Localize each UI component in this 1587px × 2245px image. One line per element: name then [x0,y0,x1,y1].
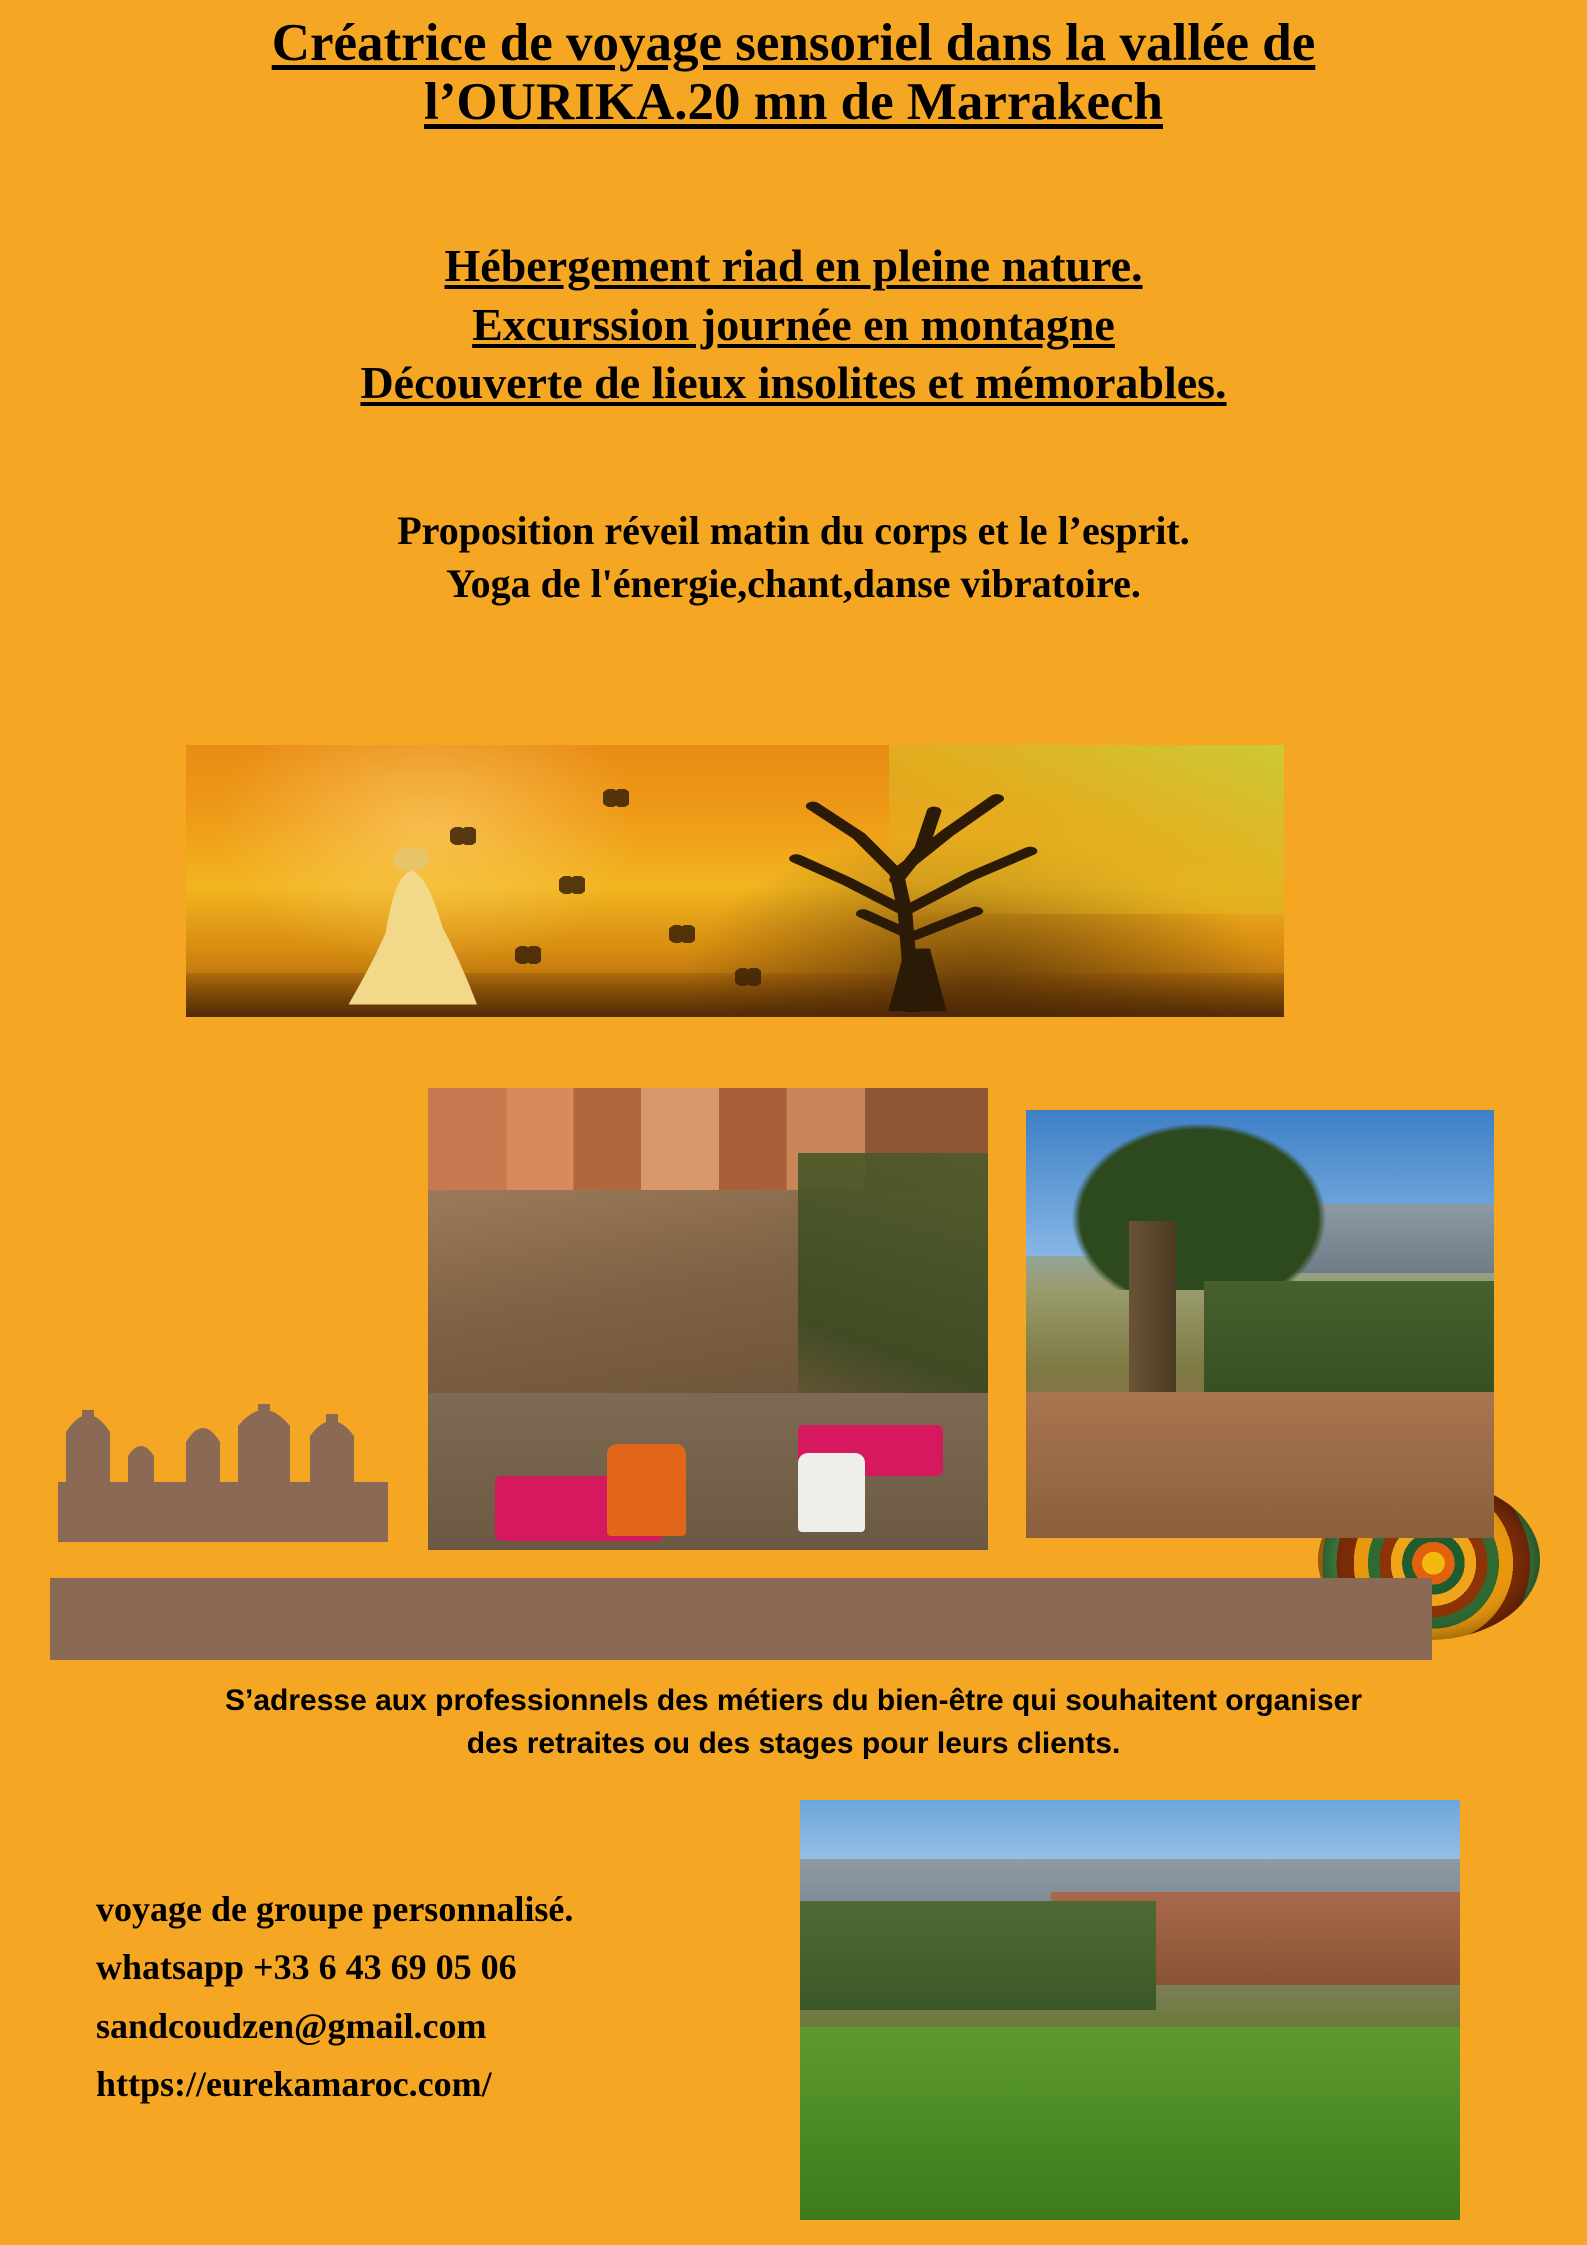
audience-line-1: S’adresse aux professionnels des métiers du bien-être qui souhaitent organiser [225,1684,1362,1717]
audience-line-2: des retraites ou des stages pour leurs clients. [466,1726,1121,1760]
green-valley-mountains-photo [800,1800,1460,2220]
contact-email[interactable]: sandcoudzen@gmail.com [96,2005,487,2046]
white-chair [798,1453,865,1532]
butterfly-4 [669,925,695,943]
page-title [0,0,1587,133]
title-line-1: Créatrice de voyage sensoriel dans la vallée de [271,14,1316,72]
valley-green-field [800,2027,1460,2220]
palm-crown [1054,1110,1344,1290]
butterfly-5 [735,968,761,986]
mosque-silhouette-icon [58,1390,388,1542]
ourika-village-terrace-photo [428,1088,988,1550]
sunset-image-row [0,745,1587,1025]
audience-section [0,1680,1587,1765]
contact-tagline: voyage de groupe personnalisé. [96,1889,574,1929]
brown-divider-banner [50,1578,1432,1660]
butterfly-2 [559,876,585,894]
bare-tree-silhouette-icon [713,761,1130,1011]
orange-chair [607,1444,685,1536]
woman-in-dress-silhouette [340,843,483,1006]
village-trees [798,1153,988,1421]
contact-website-link[interactable]: https://eurekamaroc.com/ [96,2063,492,2104]
valley-green-hill [800,1901,1156,2010]
palm-tree-dirt-track-photo [1026,1110,1494,1538]
sunset-woman-tree-butterflies-photo [186,745,1284,1017]
dirt-track [1026,1392,1494,1538]
subtitle-line-3: Découverte de lieux insolites et mémorables. [360,357,1227,409]
contact-whatsapp[interactable]: whatsapp +33 6 43 69 05 06 [96,1947,517,1988]
butterfly-6 [450,827,476,845]
subtitle-line-2: Excurssion journée en montagne [472,298,1115,350]
contact-section [96,1880,816,2113]
subtitle-line-1: Hébergement riad en pleine nature. [444,239,1143,291]
subtitle-section [0,237,1587,414]
proposal-line-1: Proposition réveil matin du corps et le l’esprit. [397,508,1190,554]
proposal-line-2: Yoga de l'énergie,chant,danse vibratoire. [446,561,1141,607]
proposal-section [0,505,1587,611]
butterfly-1 [603,789,629,807]
butterfly-3 [515,946,541,964]
title-line-2: l’OURIKA.20 mn de Marrakech [424,73,1163,132]
